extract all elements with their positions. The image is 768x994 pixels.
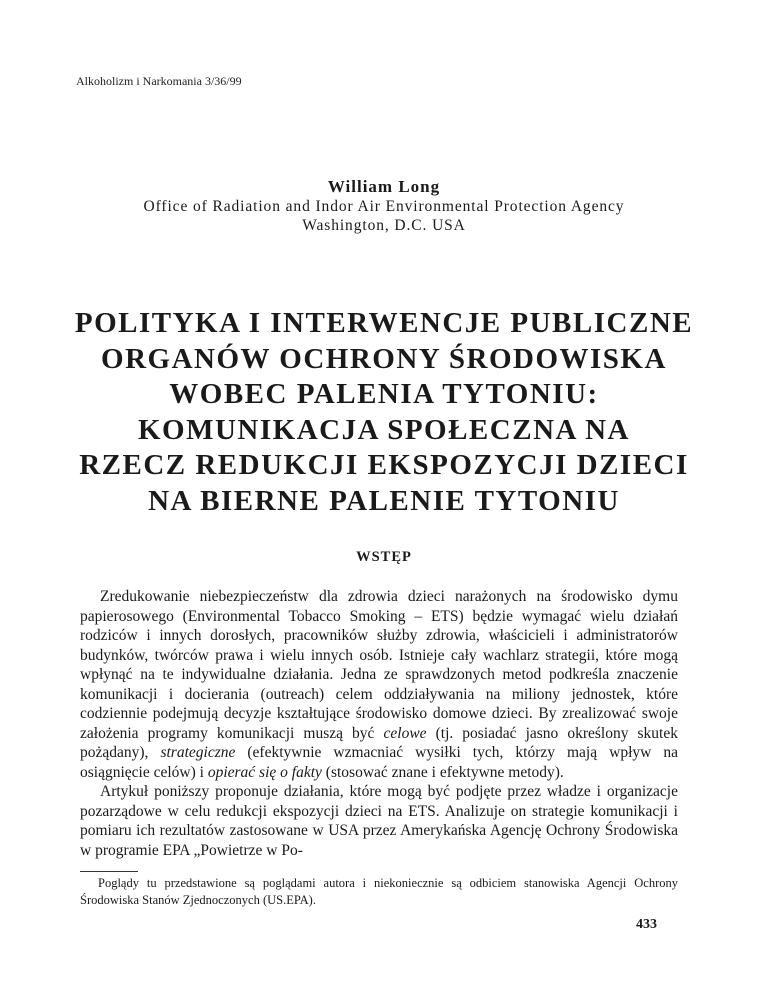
emphasis-text: opierać się o fakty [207, 763, 322, 781]
section-heading: WSTĘP [356, 549, 412, 565]
author-affiliation: Office of Radiation and Indor Air Environmental Protection Agency [143, 198, 625, 215]
body-paragraph-1 [80, 587, 678, 782]
title-line: RZECZ REDUKCJI EKSPOZYCJI DZIECI [79, 449, 689, 481]
footnote-rule [80, 871, 138, 872]
paragraph-text: Zredukowanie niebezpieczeństw dla zdrowia dzieci narażonych na środowisko dymu papierosowego (Environmental Tobacco Smoking – ETS) będzie wymagać wielu działań rodziców i innych dorosłych, pracowników służby zdrowia, właścicieli i administratorów budynków, twórców prawa i wielu innych osób. Istnieje cały wachlarz strategii, które mogą wpłynąć na te indywidualne działania. Jedna ze sprawdzonych metod podkreśla znaczenie komunikacji i docierania (outreach) celem oddziaływania na miliony jednostek, które codziennie podejmują decyzje kształtujące środowisko domowe dzieci. By zrealizować swoje założenia programy komunikacji muszą być [80, 588, 678, 742]
footnote [80, 875, 678, 909]
page-number: 433 [636, 917, 657, 932]
footnote-text: Poglądy tu przedstawione są poglądami autora i niekoniecznie są odbiciem stanowiska Agencji Ochrony Środowiska Stanów Zjednoczonych (US.EPA). [80, 876, 678, 907]
title-line: ORGANÓW OCHRONY ŚRODOWISKA [101, 342, 667, 375]
article-body [80, 587, 678, 860]
article-title [60, 306, 708, 519]
paragraph-text: (stosować znane i efektywne metody). [321, 763, 564, 781]
title-line: POLITYKA I INTERWENCJE PUBLICZNE [74, 307, 694, 339]
body-paragraph-2: Artykuł poniższy proponuje działania, które mogą być podjęte przez władze i organizacje pozarządowe w celu redukcji ekspozycji dzieci na ETS. Analizuje on strategie komunikacji i pomiaru ich rezultatów zastosowane w USA przez Amerykańska Agencję Ochrony Środowiska w programie EPA „Powietrze w Po- [80, 783, 678, 859]
title-line: KOMUNIKACJA SPOŁECZNA NA [138, 413, 630, 446]
title-line: WOBEC PALENIA TYTONIU: [169, 378, 599, 410]
author-block [0, 177, 768, 235]
author-name: William Long [327, 177, 441, 196]
title-line: NA BIERNE PALENIE TYTONIU [148, 484, 620, 517]
author-location: Washington, D.C. USA [302, 217, 466, 234]
journal-reference: Alkoholizm i Narkomania 3/36/99 [76, 74, 242, 88]
emphasis-text: celowe [383, 724, 427, 742]
paragraph-text: (tj. posiadać jasno określony skutek pożądany), [80, 724, 678, 761]
paragraph-text: (efektywnie wzmacniać wysiłki tych, którzy mają wpływ na osiągnięcie celów) i [80, 744, 678, 781]
emphasis-text: strategiczne [160, 744, 236, 761]
